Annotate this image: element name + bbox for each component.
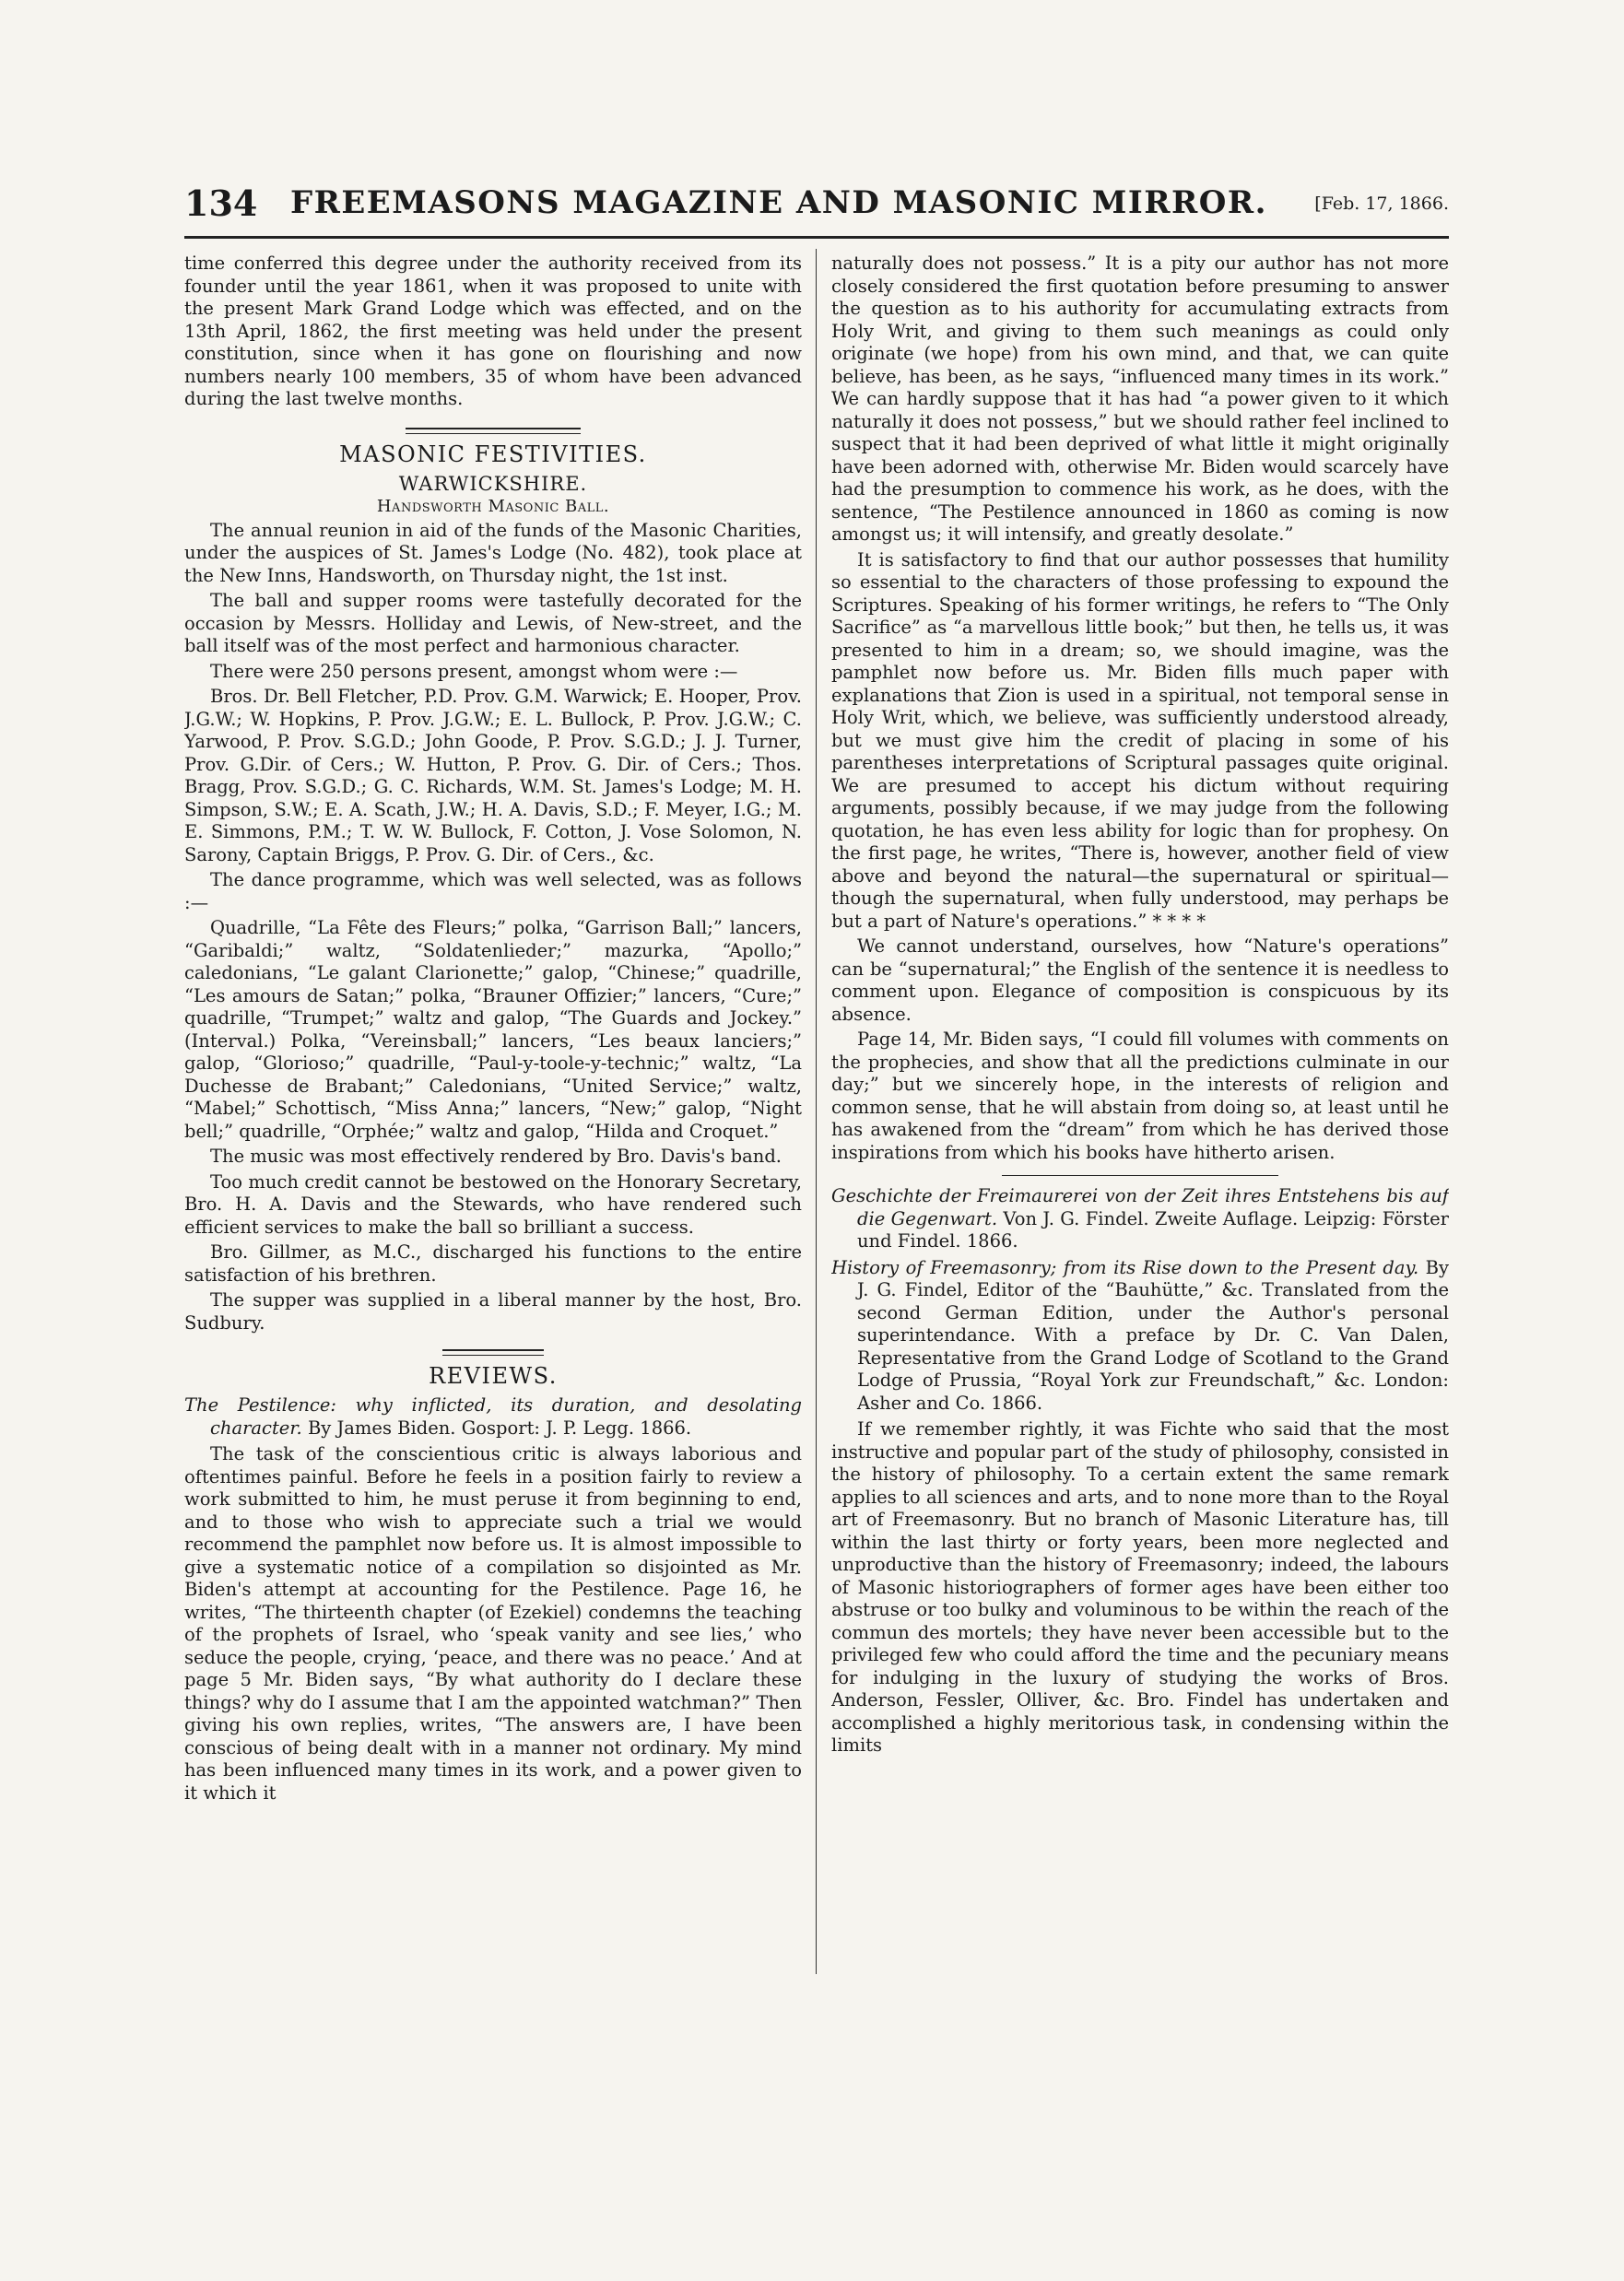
header-rule [184,236,1449,239]
book-title: Geschichte der Freimaurerei von der Zeit ihres Entstehens bis auf die Gegenwart. [831,1185,1449,1229]
festivities-paragraph: The music was most effectively rendered by Bro. Davis's band. [210,1146,783,1167]
review-paragraph: naturally does not possess.” It is a pity our author has not more closely considered the first quotation before presuming to answer the question as to his authority for accumulating extracts from Holy Writ, and giving to them such meanings as could only originate (we hope) from his own mind, and that, we can quite believe, has been, as he says, “influenced many times in its work.” We can hardly suppose that it has had “a power given to it which naturally it does not possess,” but we should rather feel inclined to suspect that it had been deprived of what little it might originally have been adorned with, otherwise Mr. Biden would scarcely have had the presumption to commence his work, as he does, with the sentence, “The Pestilence announced in 1860 as coming is now amongst us; it will intensify, and greatly desolate.” [831,253,1449,545]
issue-date: [Feb. 17, 1866. [1314,194,1449,214]
festivities-paragraph: The ball and supper rooms were tastefully decorated for the occasion by Messrs. Holliday and Lewis, of New-street, and the ball itself was of the most perfect and harmonious character. [184,590,802,656]
book-details: By J. G. Findel, Editor of the “Bauhütte,” &c. Translated from the second German Edition, under the Author's personal superintendance. With a preface by Dr. C. Van Dalen, Representative from the Grand Lodge of Scotland to the Grand Lodge of Prussia, “Royal York zur Freundschaft,” &c. London: Asher and Co. 1866. [857,1256,1449,1414]
book-details: By James Biden. Gosport: J. P. Legg. 1866. [307,1417,692,1439]
review-citation [831,1185,1449,1253]
review-paragraph: It is satisfactory to find that our author possesses that humility so essential to the characters of those professing to expound the Scriptures. Speaking of his former writings, he refers to “The Only Sacrifice” as “a marvellous little book;” but then, he tells us, it was presented to him in a dream; so, we should imagine, was the pamphlet now before us. Mr. Biden fills much paper with explanations that Zion is used in a spiritual, not temporal sense in Holy Writ, which, we believe, was sufficiently understood already, but we must give him the credit of placing in some of his parentheses interpretations of Scriptural passages quite original. We are presumed to accept his dictum without requiring arguments, possibly because, if we may judge from the following quotation, he has even less ability for logic than for prophesy. On the first page, he writes, “There is, however, another field of view above and beyond the natural—the supernatural or spiritual—though the supernatural, when fully understood, may perhaps be but a part of Nature's operations.” * * * * [831,548,1449,932]
magazine-title: FREEMASONS MAGAZINE AND MASONIC MIRROR. [290,184,1267,221]
review-citation [831,1257,1449,1416]
section-divider [406,428,581,434]
review-paragraph: If we remember rightly, it was Fichte who said that the most instructive and popular part of the study of philosophy, consisted in the history of philosophy. To a certain extent the same remark applies to all sciences and arts, and to none more than to the Royal art of Freemasonry. But no branch of Masonic Literature has, till within the last thirty or forty years, been more neglected and unproductive than the history of Freemasonry; indeed, the labours of Masonic historiographers of former ages have been either too abstruse or too bulky and voluminous to be within the reach of the commun des mortels; they have never been accessible but to the privileged few who could afford the time and the pecuniary means for indulging in the luxury of studying the works of Bros. Anderson, Fessler, Olliver, &c. Bro. Findel has undertaken and accomplished a highly meritorious task, in condensing within the limits [831,1418,1449,1756]
right-column [831,253,1449,1967]
review-paragraph: We cannot understand, ourselves, how “Nature's operations” can be “supernatural;” the English of the sentence it is needless to comment upon. Elegance of composition is conspicuous by its absence. [831,935,1449,1025]
dance-programme: Quadrille, “La Fête des Fleurs;” polka, “Garrison Ball;” lancers, “Garibaldi;” waltz, “Soldatenlieder;” mazurka, “Apollo;” caledonians, “Le galant Clarionette;” galop, “Chinese;” quadrille, “Les amours de Satan;” polka, “Brauner Offizier;” lancers, “Cure;” quadrille, “Trumpet;” waltz and galop, “The Guards and Jockey.” (Interval.) Polka, “Vereinsball;” lancers, “Les beaux lanciers;” galop, “Glorioso;” quadrille, “Paul-y-toole-y-technic;” waltz, “La Duchesse de Brabant;” Caledonians, “United Service;” waltz, “Mabel;” Schottisch, “Miss Anna;” lancers, “New;” galop, “Night bell;” quadrille, “Orphée;” waltz and galop, “Hilda and Croquet.” [184,917,802,1142]
book-title: The Pestilence: why inflicted, its duration, and desolating character. [184,1394,802,1439]
section-divider [1002,1175,1278,1176]
event-subheading: Handsworth Masonic Ball. [376,496,610,516]
review-citation [184,1394,802,1440]
section-divider [442,1349,544,1356]
festivities-paragraph: There were 250 persons present, amongst whom were :— [210,660,738,682]
festivities-paragraph: The annual reunion in aid of the funds of the Masonic Charities, under the auspices of St. James's Lodge (No. 482), took place at the New Inns, Handsworth, on Thursday night, the 1st inst. [184,519,802,586]
column-divider [816,249,817,1974]
book-details: Von J. G. Findel. Zweite Auflage. Leipzig: Förster und Findel. 1866. [857,1207,1449,1252]
review-paragraph: Page 14, Mr. Biden says, “I could fill volumes with comments on the prophecies, and show that all the predictions culminate in our day;” but we sincerely hope, in the interests of religion and common sense, that he will abstain from doing so, at least until he has awakened from the “dream” from which he has derived those inspirations from which his books have hitherto arisen. [831,1029,1449,1163]
opening-paragraph: time conferred this degree under the authority received from its founder until the year 1861, when it was proposed to unite with the present Mark Grand Lodge which was effected, and on the 13th April, 1862, the first meeting was held under the present constitution, since when it has gone on flourishing and now numbers nearly 100 members, 35 of whom have been advanced during the last twelve months. [184,253,802,409]
masthead [184,182,1449,229]
festivities-heading: MASONIC FESTIVITIES. [339,441,647,467]
festivities-paragraph: The supper was supplied in a liberal manner by the host, Bro. Sudbury. [184,1289,802,1334]
reviews-heading: REVIEWS. [429,1363,558,1389]
left-column [184,253,802,1967]
book-title: History of Freemasonry; from its Rise down to the Present day. [831,1256,1419,1278]
attendee-list: Bros. Dr. Bell Fletcher, P.D. Prov. G.M. Warwick; E. Hooper, Prov. J.G.W.; W. Hopkins, P. Prov. J.G.W.; E. L. Bullock, P. Prov. J.G.W.; C. Yarwood, P. Prov. S.G.D.; John Goode, P. Prov. S.G.D.; J. J. Turner, Prov. G.Dir. of Cers.; W. Hutton, P. Prov. G. Dir. of Cers.; Thos. Bragg, Prov. S.G.D.; G. C. Richards, W.M. St. James's Lodge; M. H. Simpson, S.W.; E. A. Scath, J.W.; H. A. Davis, S.D.; F. Meyer, I.G.; M. E. Simmons, P.M.; T. W. W. Bullock, F. Cotton, J. Vose Solomon, N. Sarony, Captain Briggs, P. Prov. G. Dir. of Cers., &c. [184,686,802,865]
page-number: 134 [184,182,258,224]
county-heading: WARWICKSHIRE. [398,472,588,495]
festivities-paragraph: Too much credit cannot be bestowed on the Honorary Secretary, Bro. H. A. Davis and the Stewards, who have rendered such efficient services to make the ball so brilliant a success. [184,1170,802,1238]
festivities-paragraph: The dance programme, which was well selected, was as follows :— [184,869,802,913]
review-paragraph: The task of the conscientious critic is always laborious and oftentimes painful. Before he feels in a position fairly to review a work submitted to him, he must peruse it from beginning to end, and to those who wish to appreciate such a trial we would recommend the pamphlet now before us. It is almost impossible to give a systematic notice of a compilation so disjointed as Mr. Biden's attempt at accounting for the Pestilence. Page 16, he writes, “The thirteenth chapter (of Ezekiel) condemns the teaching of the prophets of Israel, who ‘speak vanity and see lies,’ who seduce the people, crying, ‘peace, and there was no peace.’ And at page 5 Mr. Biden says, “By what authority do I declare these things? why do I assume that I am the appointed watchman?” Then giving his own replies, writes, “The answers are, I have been conscious of being dealt with in a manner not ordinary. My mind has been influenced many times in its work, and a power given to it which it [184,1443,802,1804]
festivities-paragraph: Bro. Gillmer, as M.C., discharged his functions to the entire satisfaction of his brethren. [184,1241,802,1286]
